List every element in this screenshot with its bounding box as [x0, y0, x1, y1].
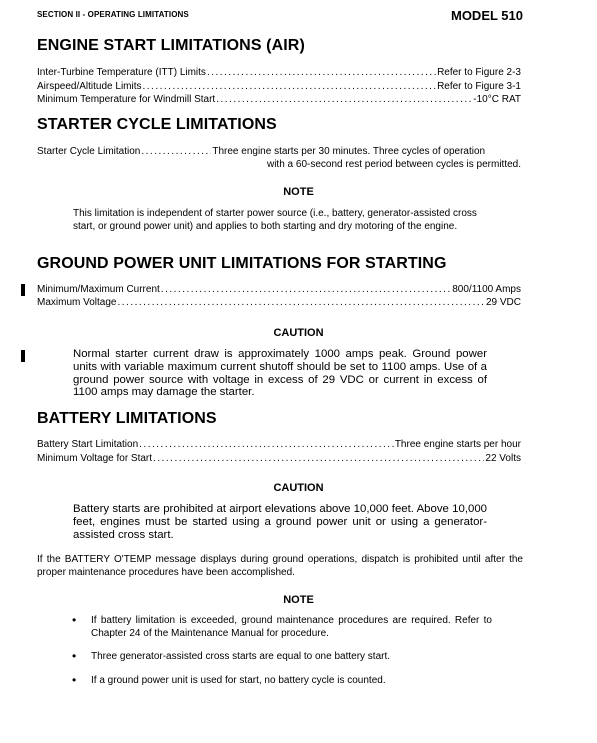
row-label: Minimum Voltage for Start — [37, 453, 153, 464]
starter-cycle-row — [37, 145, 521, 158]
gpu-title: GROUND POWER UNIT LIMITATIONS FOR STARTING — [37, 255, 447, 272]
leader-dots — [153, 452, 484, 465]
battery-voltage-row — [37, 452, 521, 465]
leader-dots — [161, 283, 451, 296]
itt-limits-row — [37, 66, 521, 79]
bullet-text: Three generator-assisted cross starts are equal to one battery start. — [91, 651, 391, 662]
caution-heading: CAUTION — [273, 482, 324, 494]
row-value: Refer to Figure 2-3 — [437, 67, 521, 78]
starter-note-text: This limitation is independent of starter power source (i.e., battery, generator-assisted cross start, or ground power unit) and applies to both starting and dry motoring of the engine. — [73, 208, 477, 232]
row-value: 29 VDC — [485, 297, 521, 308]
leader-dots — [117, 296, 485, 309]
battery-start-row — [37, 438, 521, 451]
row-value: 800/1100 Amps — [452, 284, 521, 295]
leader-dots — [216, 93, 472, 106]
row-label: Minimum/Maximum Current — [37, 284, 160, 295]
note-bullet-item — [72, 674, 492, 687]
bullet-icon: • — [72, 613, 77, 627]
bullet-icon: • — [72, 673, 77, 687]
gpu-voltage-row — [37, 296, 521, 309]
leader-dots — [141, 145, 211, 158]
row-value: 22 Volts — [485, 453, 521, 464]
row-value: -10°C RAT — [473, 94, 521, 105]
gpu-current-row — [37, 283, 521, 296]
battery-title: BATTERY LIMITATIONS — [37, 410, 217, 427]
starter-cycle-value-cont: with a 60-second rest period between cycles is permitted. — [266, 159, 521, 170]
row-label: Airspeed/Altitude Limits — [37, 81, 142, 92]
change-bar — [21, 350, 25, 362]
note-heading: NOTE — [283, 594, 314, 606]
note-bullet-item — [72, 614, 492, 640]
row-value: Three engine starts per hour — [394, 439, 521, 450]
bullet-text: If a ground power unit is used for start, no battery cycle is counted. — [91, 675, 386, 686]
starter-cycle-title: STARTER CYCLE LIMITATIONS — [37, 116, 277, 133]
row-label: Battery Start Limitation — [37, 439, 139, 450]
windmill-start-row — [37, 93, 521, 106]
note-heading: NOTE — [283, 186, 314, 198]
caution-heading: CAUTION — [273, 327, 324, 339]
leader-dots — [139, 438, 394, 451]
section-header: SECTION II - OPERATING LIMITATIONS — [37, 10, 189, 19]
battery-caution-text: Battery starts are prohibited at airport elevations above 10,000 feet. Above 10,000 feet, engines must be started using a ground power unit or using a generator-assisted cross start. — [73, 503, 487, 541]
row-label: Minimum Temperature for Windmill Start — [37, 94, 216, 105]
note-bullet-item — [72, 650, 492, 663]
row-value: Three engine starts per 30 minutes. Three cycles of operation — [212, 146, 486, 157]
leader-dots — [143, 80, 437, 93]
gpu-caution-text: Normal starter current draw is approximately 1000 amps peak. Ground power units with variable maximum current shutoff should be set to 1100 amps. Use of a ground power source with voltage in excess of 29 VDC or current in excess of 1100 amps may damage the starter. — [73, 348, 487, 399]
model-header: MODEL 510 — [450, 8, 523, 23]
battery-otemp-text: If the BATTERY O'TEMP message displays during ground operations, dispatch is prohibited until after the proper maintenance procedures have been accomplished. — [37, 554, 523, 578]
engine-start-title: ENGINE START LIMITATIONS (AIR) — [37, 37, 305, 54]
change-bar — [21, 284, 25, 296]
row-label: Starter Cycle Limitation — [37, 146, 141, 157]
leader-dots — [207, 66, 436, 79]
row-label: Inter-Turbine Temperature (ITT) Limits — [37, 67, 206, 78]
airspeed-altitude-row — [37, 80, 521, 93]
row-label: Maximum Voltage — [37, 297, 117, 308]
bullet-icon: • — [72, 649, 77, 663]
bullet-text: If battery limitation is exceeded, ground maintenance procedures are required. Refer to Chapter 24 of the Maintenance Manual for procedure. — [91, 615, 492, 639]
row-value: Refer to Figure 3-1 — [437, 81, 521, 92]
